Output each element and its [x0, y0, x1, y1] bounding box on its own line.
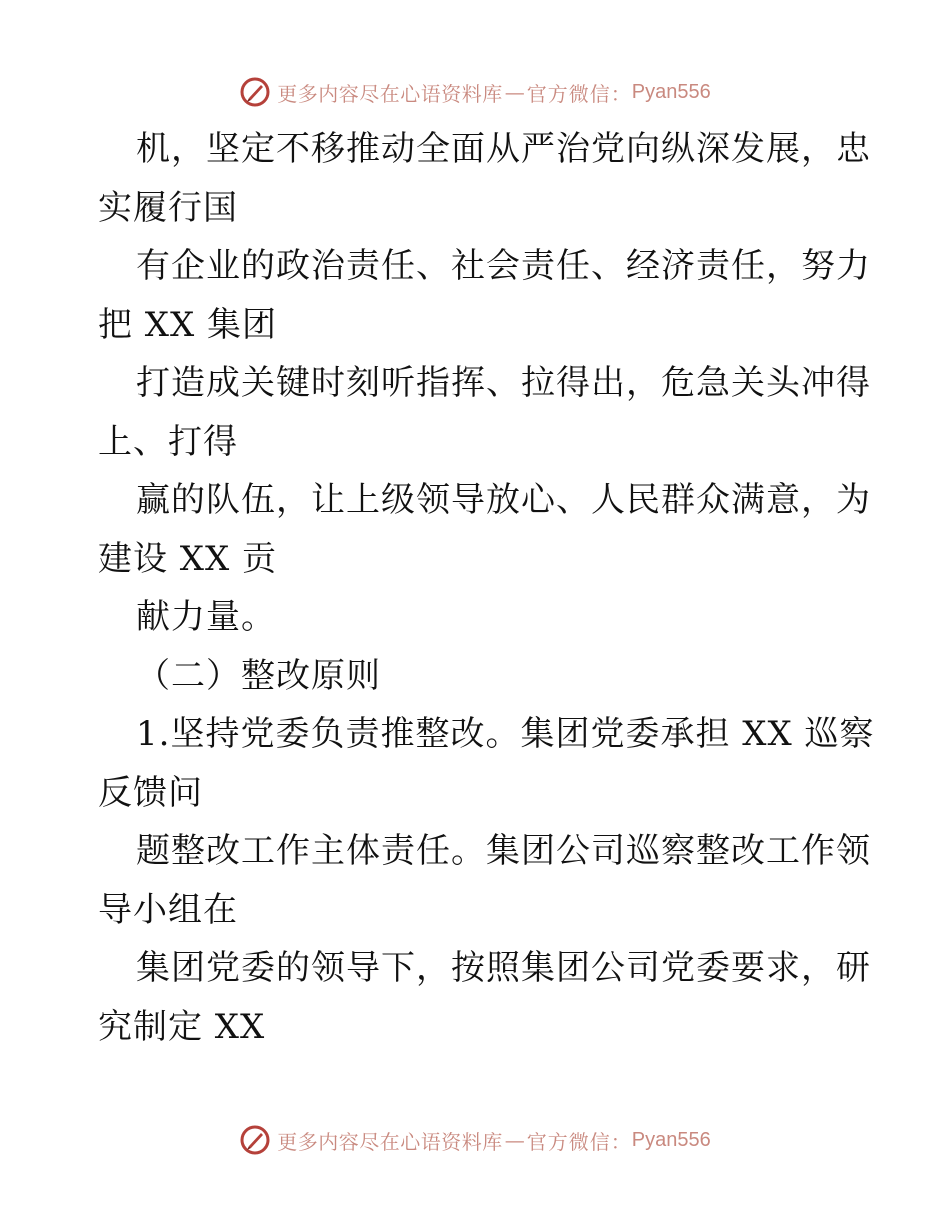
body-line: 建设 XX 贡	[98, 538, 278, 579]
footer-banner-wechat-id: Pyan556	[631, 1128, 711, 1151]
document-body	[98, 120, 875, 1056]
header-banner-wechat-label: 官方微信：	[526, 81, 632, 106]
body-line: 机，坚定不移推动全面从严治党向纵深发展，忠	[136, 129, 871, 169]
body-line: 实履行国	[98, 187, 238, 228]
footer-banner-title: 更多内容尽在心语资料库	[277, 1129, 503, 1154]
section-heading: （二）整改原则	[136, 655, 381, 696]
body-line: 赢的队伍，让上级领导放心、人民群众满意，为	[136, 480, 871, 520]
body-line: 上、打得	[98, 421, 238, 462]
header-banner-wechat-id: Pyan556	[631, 80, 711, 103]
pen-logo-icon	[239, 1124, 271, 1156]
footer-banner-wechat-label: 官方微信：	[526, 1129, 632, 1154]
body-line: 究制定 XX	[98, 1006, 266, 1047]
footer-banner	[0, 1120, 950, 1160]
footer-banner-dash: —	[504, 1128, 525, 1152]
pen-logo-icon	[239, 76, 271, 108]
body-line: 打造成关键时刻听指挥、拉得出，危急关头冲得	[136, 363, 871, 403]
body-line: 集团党委的领导下，按照集团公司党委要求，研	[136, 948, 871, 988]
body-line: 有企业的政治责任、社会责任、经济责任，努力	[136, 246, 871, 286]
body-line: 反馈问	[98, 772, 203, 813]
body-line: 1.坚持党委负责推整改。集团党委承担 XX 巡察	[136, 714, 875, 754]
body-line: 题整改工作主体责任。集团公司巡察整改工作领	[136, 831, 871, 871]
header-banner-title: 更多内容尽在心语资料库	[277, 81, 503, 106]
header-banner	[0, 72, 950, 112]
body-line: 献力量。	[136, 597, 276, 637]
body-line: 把 XX 集团	[98, 304, 278, 345]
header-banner-dash: —	[504, 80, 525, 104]
body-line: 导小组在	[98, 889, 238, 930]
